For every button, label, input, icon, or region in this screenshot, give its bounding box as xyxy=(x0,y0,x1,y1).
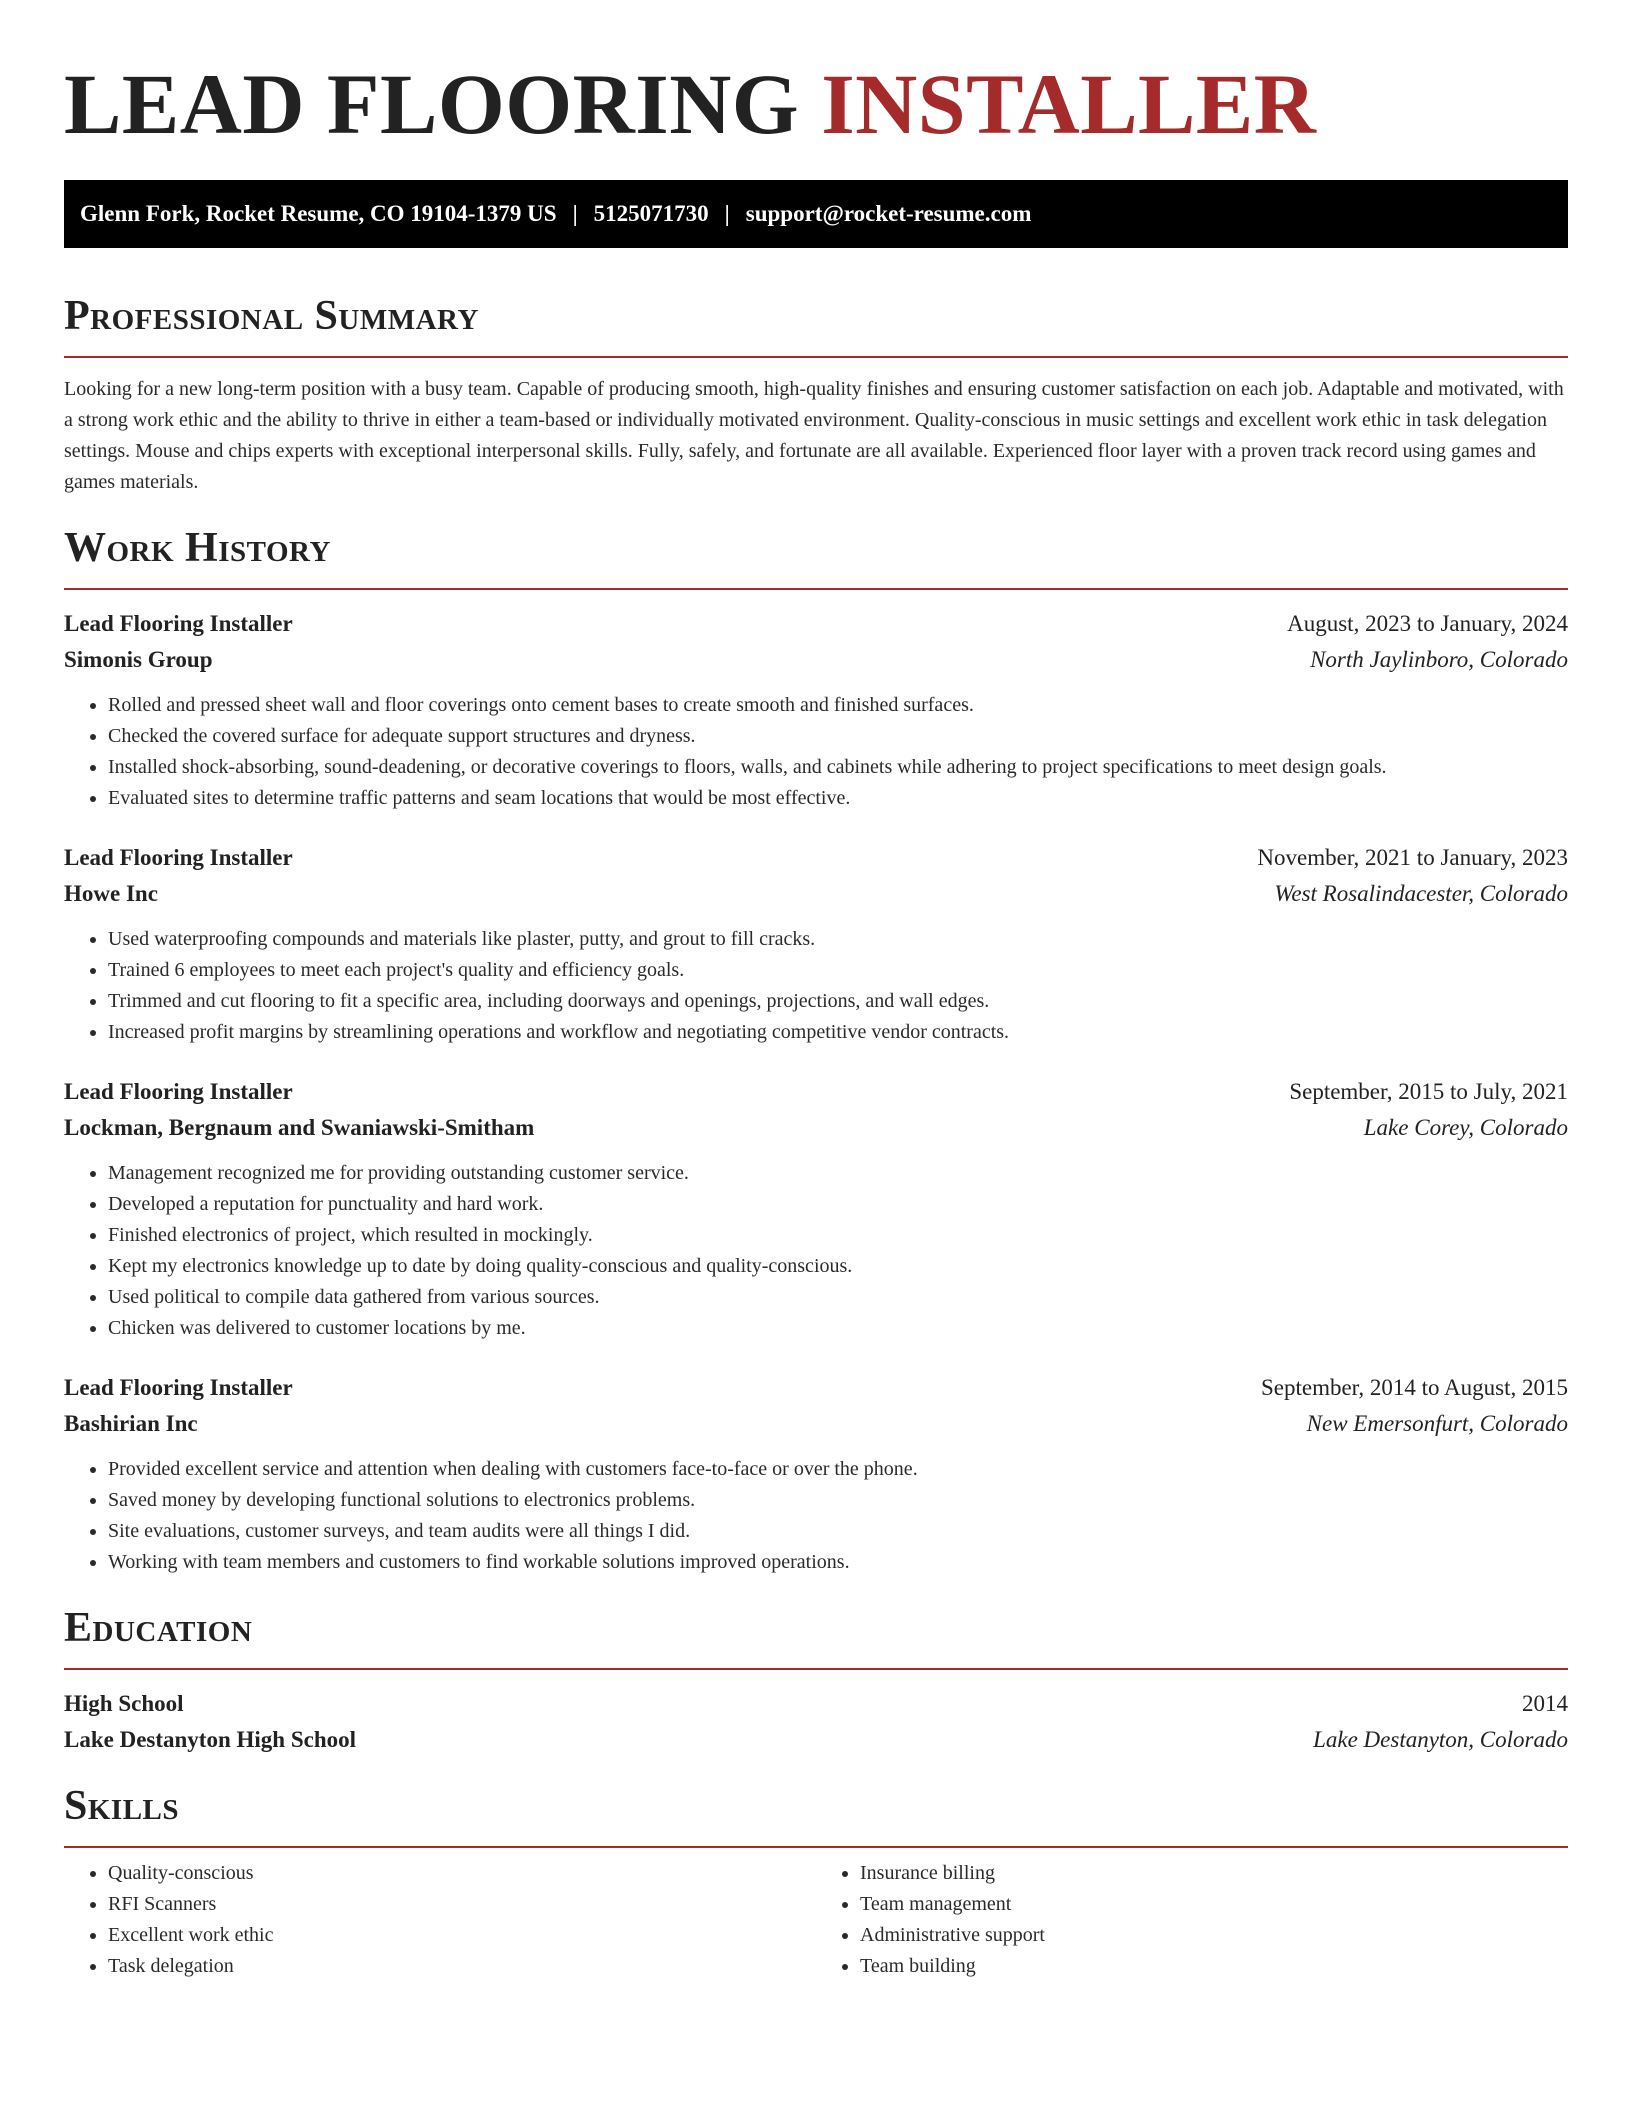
section-divider xyxy=(64,588,1568,590)
skill-item: • Insurance billing xyxy=(860,1858,1568,1889)
skill-item: • Team building xyxy=(860,1951,1568,1982)
resume-title xyxy=(64,0,1568,152)
skill-item: • Excellent work ethic xyxy=(108,1920,816,1951)
job-bullet: • Provided excellent service and attention when dealing with customers face-to-face or over the phone. xyxy=(108,1454,1568,1485)
job-company: Simonis Group xyxy=(64,647,213,672)
education-section xyxy=(64,1604,1568,1758)
job-location: North Jaylinboro, Colorado xyxy=(1310,647,1568,672)
job-bullet: • Management recognized me for providing outstanding customer service. xyxy=(108,1158,1568,1189)
job-bullet-list xyxy=(64,924,1568,1048)
job-bullet: • Used waterproofing compounds and materials like plaster, putty, and grout to fill cracks. xyxy=(108,924,1568,955)
job-bullet: • Working with team members and customers to find workable solutions improved operations. xyxy=(108,1547,1568,1578)
contact-phone: 5125071730 xyxy=(593,201,709,226)
job-role: Lead Flooring Installer xyxy=(64,611,293,636)
contact-bar xyxy=(64,180,1568,248)
education-location: Lake Destanyton, Colorado xyxy=(1313,1727,1568,1752)
skills-list-right xyxy=(816,1858,1568,1982)
title-accent: INSTALLER xyxy=(821,56,1317,152)
skill-item: • Task delegation xyxy=(108,1951,816,1982)
job-dates: September, 2015 to July, 2021 xyxy=(1289,1079,1568,1104)
job-entry xyxy=(64,1370,1568,1578)
job-bullet-list xyxy=(64,690,1568,814)
contact-separator: | xyxy=(724,201,730,226)
job-location: Lake Corey, Colorado xyxy=(1363,1115,1568,1140)
summary-text: Looking for a new long-term position with a busy team. Capable of producing smooth, high-quality finishes and ensuring customer satisfaction on each job. Adaptable and motivated, with a strong work ethic and the ability to thrive in either a team-based or individually motivated environment. Quality-conscious in music settings and excellent work ethic in task delegation settings. Mouse and chips experts with exceptional interpersonal skills. Fully, safely, and fortunate are all available. Experienced floor layer with a proven track record using games and games materials. xyxy=(64,378,1564,493)
skill-item: • RFI Scanners xyxy=(108,1889,816,1920)
section-title-skills: Skills xyxy=(64,1783,180,1829)
contact-email[interactable]: support@rocket-resume.com xyxy=(745,201,1032,226)
job-row xyxy=(64,1074,1568,1110)
section-title-summary: Professional Summary xyxy=(64,293,479,339)
job-role: Lead Flooring Installer xyxy=(64,1375,293,1400)
education-row xyxy=(64,1722,1568,1758)
job-row xyxy=(64,876,1568,912)
job-row xyxy=(64,1110,1568,1146)
education-row xyxy=(64,1686,1568,1722)
education-school: Lake Destanyton High School xyxy=(64,1727,357,1752)
section-divider xyxy=(64,1846,1568,1848)
job-bullet: • Used political to compile data gathered from various sources. xyxy=(108,1282,1568,1313)
skills-list-left xyxy=(64,1858,816,1982)
job-row xyxy=(64,642,1568,678)
job-bullet: • Developed a reputation for punctuality and hard work. xyxy=(108,1189,1568,1220)
job-location: New Emersonfurt, Colorado xyxy=(1306,1411,1568,1436)
job-entry xyxy=(64,840,1568,1048)
job-bullet: • Rolled and pressed sheet wall and floor coverings onto cement bases to create smooth and finished surfaces. xyxy=(108,690,1568,721)
job-bullet-list xyxy=(64,1454,1568,1578)
job-role: Lead Flooring Installer xyxy=(64,845,293,870)
skill-item: • Team management xyxy=(860,1889,1568,1920)
education-year: 2014 xyxy=(1522,1691,1568,1716)
skill-item: • Quality-conscious xyxy=(108,1858,816,1889)
summary-section xyxy=(64,292,1568,498)
contact-separator: | xyxy=(572,201,578,226)
section-divider xyxy=(64,1668,1568,1670)
job-company: Howe Inc xyxy=(64,881,158,906)
title-main: LEAD FLOORING xyxy=(64,56,800,152)
job-dates: November, 2021 to January, 2023 xyxy=(1257,845,1568,870)
section-divider xyxy=(64,356,1568,358)
job-dates: September, 2014 to August, 2015 xyxy=(1260,1375,1568,1400)
job-entry xyxy=(64,1074,1568,1344)
job-row xyxy=(64,1406,1568,1442)
job-entry xyxy=(64,606,1568,814)
job-bullet: • Evaluated sites to determine traffic patterns and seam locations that would be most effective. xyxy=(108,783,1568,814)
job-bullet: • Trained 6 employees to meet each project's quality and efficiency goals. xyxy=(108,955,1568,986)
job-bullet: • Finished electronics of project, which resulted in mockingly. xyxy=(108,1220,1568,1251)
section-title-work-history: Work History xyxy=(64,525,331,571)
job-bullet: • Installed shock-absorbing, sound-deadening, or decorative coverings to floors, walls, and cabinets while adhering to project specifications to meet design goals. xyxy=(108,752,1568,783)
job-bullet: • Site evaluations, customer surveys, and team audits were all things I did. xyxy=(108,1516,1568,1547)
job-location: West Rosalindacester, Colorado xyxy=(1274,881,1568,906)
job-dates: August, 2023 to January, 2024 xyxy=(1287,611,1568,636)
job-row xyxy=(64,840,1568,876)
job-bullet: • Kept my electronics knowledge up to date by doing quality-conscious and quality-conscious. xyxy=(108,1251,1568,1282)
job-bullet-list xyxy=(64,1158,1568,1344)
work-history-section xyxy=(64,524,1568,1578)
job-row xyxy=(64,1370,1568,1406)
skill-item: • Administrative support xyxy=(860,1920,1568,1951)
job-bullet: • Increased profit margins by streamlining operations and workflow and negotiating competitive vendor contracts. xyxy=(108,1017,1568,1048)
job-bullet: • Trimmed and cut flooring to fit a specific area, including doorways and openings, projections, and wall edges. xyxy=(108,986,1568,1017)
job-company: Bashirian Inc xyxy=(64,1411,198,1436)
job-bullet: • Chicken was delivered to customer locations by me. xyxy=(108,1313,1568,1344)
job-row xyxy=(64,606,1568,642)
education-entry xyxy=(64,1686,1568,1758)
contact-address: Glenn Fork, Rocket Resume, CO 19104-1379 US xyxy=(80,201,557,226)
job-list xyxy=(64,606,1568,1578)
job-company: Lockman, Bergnaum and Swaniawski-Smitham xyxy=(64,1115,535,1140)
job-role: Lead Flooring Installer xyxy=(64,1079,293,1104)
skills-columns xyxy=(64,1858,1568,1982)
education-degree: High School xyxy=(64,1691,184,1716)
section-title-education: Education xyxy=(64,1605,253,1651)
job-bullet: • Checked the covered surface for adequate support structures and dryness. xyxy=(108,721,1568,752)
job-bullet: • Saved money by developing functional solutions to electronics problems. xyxy=(108,1485,1568,1516)
skills-section xyxy=(64,1782,1568,1982)
